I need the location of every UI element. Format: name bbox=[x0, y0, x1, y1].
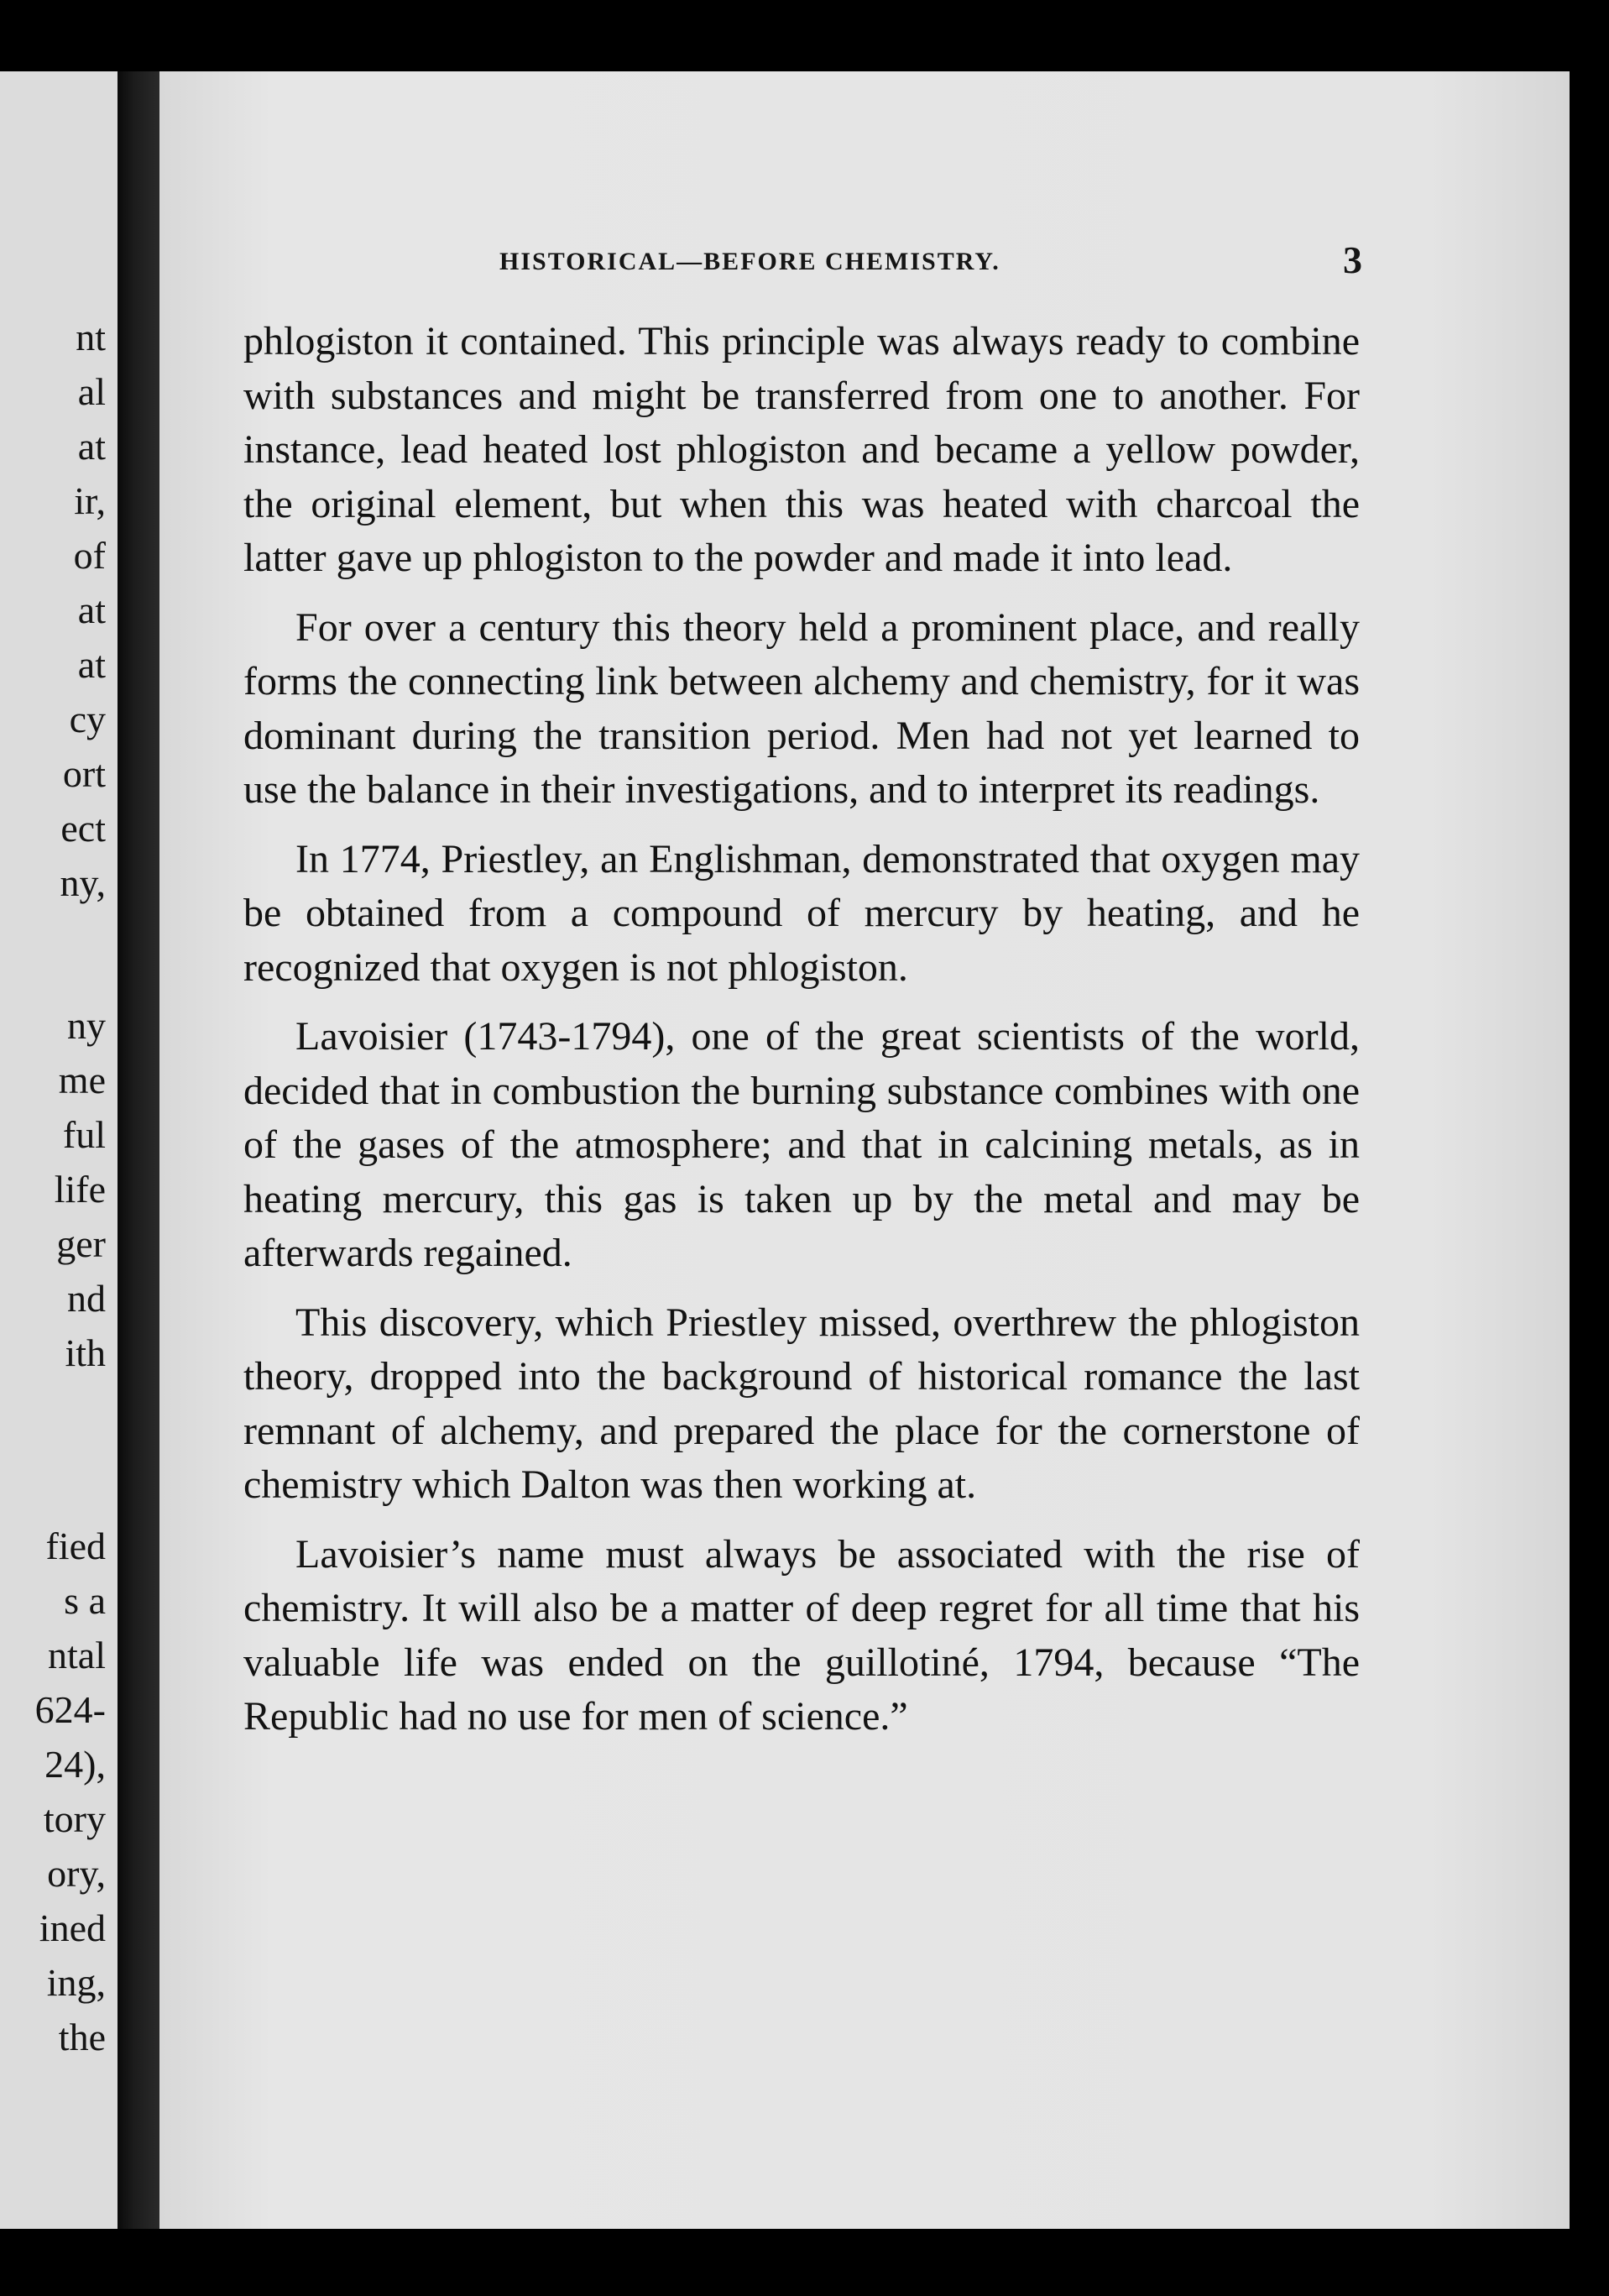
fragment: life bbox=[54, 1168, 106, 1211]
fragment: 24), bbox=[44, 1743, 106, 1786]
paragraph: Lavoisier’s name must always be associated with the rise of chemistry. It will also be a matter of deep regret for all time that his valuable life was ended on the guillotiné, 1794, because “The Republic had no use for men of science.” bbox=[243, 1531, 1360, 1739]
page-body bbox=[243, 315, 1360, 1760]
fragment: 624- bbox=[34, 1688, 106, 1731]
fragment: ory, bbox=[47, 1852, 106, 1895]
fragment: ined bbox=[39, 1906, 106, 1949]
fragment: ny bbox=[67, 1004, 106, 1047]
fragment: ful bbox=[62, 1113, 106, 1156]
fragment: s a bbox=[64, 1579, 106, 1622]
fragment: at bbox=[77, 643, 106, 686]
fragment: ir, bbox=[74, 479, 106, 522]
fragment: cy bbox=[69, 698, 106, 740]
paragraph: For over a century this theory held a prominent place, and really forms the connecting link between alchemy and chemistry, for it was dominant during the transition period. Men had not yet learned to use the balance in their investigations, and to interpret its readings. bbox=[243, 604, 1360, 812]
page-number: 3 bbox=[1343, 238, 1362, 281]
fragment: ith bbox=[65, 1331, 106, 1374]
fragment: the bbox=[58, 2016, 106, 2058]
fragment: ort bbox=[62, 752, 106, 795]
fragment: at bbox=[77, 588, 106, 631]
fragment: fied bbox=[45, 1525, 106, 1567]
paragraph: In 1774, Priestley, an Englishman, demonstrated that oxygen may be obtained from a compound of mercury by heating, and he recognized that oxygen is not phlogiston. bbox=[243, 836, 1360, 990]
paragraph: phlogiston it contained. This principle was always ready to combine with substances and might be transferred from one to another. For instance, lead heated lost phlogiston and became a yellow powder, the original element, but when this was heated with charcoal the latter gave up phlogiston to the powder and made it into lead. bbox=[243, 319, 1360, 580]
paragraph: Lavoisier (1743-1794), one of the great scientists of the world, decided that in combustion the burning substance combines with one of the gases of the atmosphere; and that in calcining metals, as in heating mercury, this gas is taken up by the metal and may be afterwards regained. bbox=[243, 1014, 1360, 1275]
book-gutter bbox=[118, 71, 159, 2229]
fragment: tory bbox=[43, 1797, 106, 1840]
fragment: ntal bbox=[48, 1634, 106, 1676]
fragment: at bbox=[77, 425, 106, 468]
previous-page-edge bbox=[0, 71, 118, 2229]
paragraph: This discovery, which Priestley missed, overthrew the phlogiston theory, dropped into the background of historical romance the last remnant of alchemy, and prepared the place for the cornerstone of chemistry which Dalton was then working at. bbox=[243, 1300, 1360, 1507]
fragment: ger bbox=[56, 1222, 106, 1265]
running-head-title: HISTORICAL—BEFORE CHEMISTRY. bbox=[499, 248, 1000, 275]
fragment: of bbox=[73, 534, 106, 577]
book-page bbox=[159, 71, 1570, 2229]
fragment: ny, bbox=[60, 861, 106, 904]
fragment: al bbox=[77, 370, 106, 413]
fragment: ing, bbox=[46, 1961, 106, 2004]
fragment: nt bbox=[76, 316, 106, 358]
fragment: me bbox=[58, 1059, 106, 1101]
fragment: ect bbox=[60, 807, 106, 850]
fragment: nd bbox=[67, 1277, 106, 1320]
